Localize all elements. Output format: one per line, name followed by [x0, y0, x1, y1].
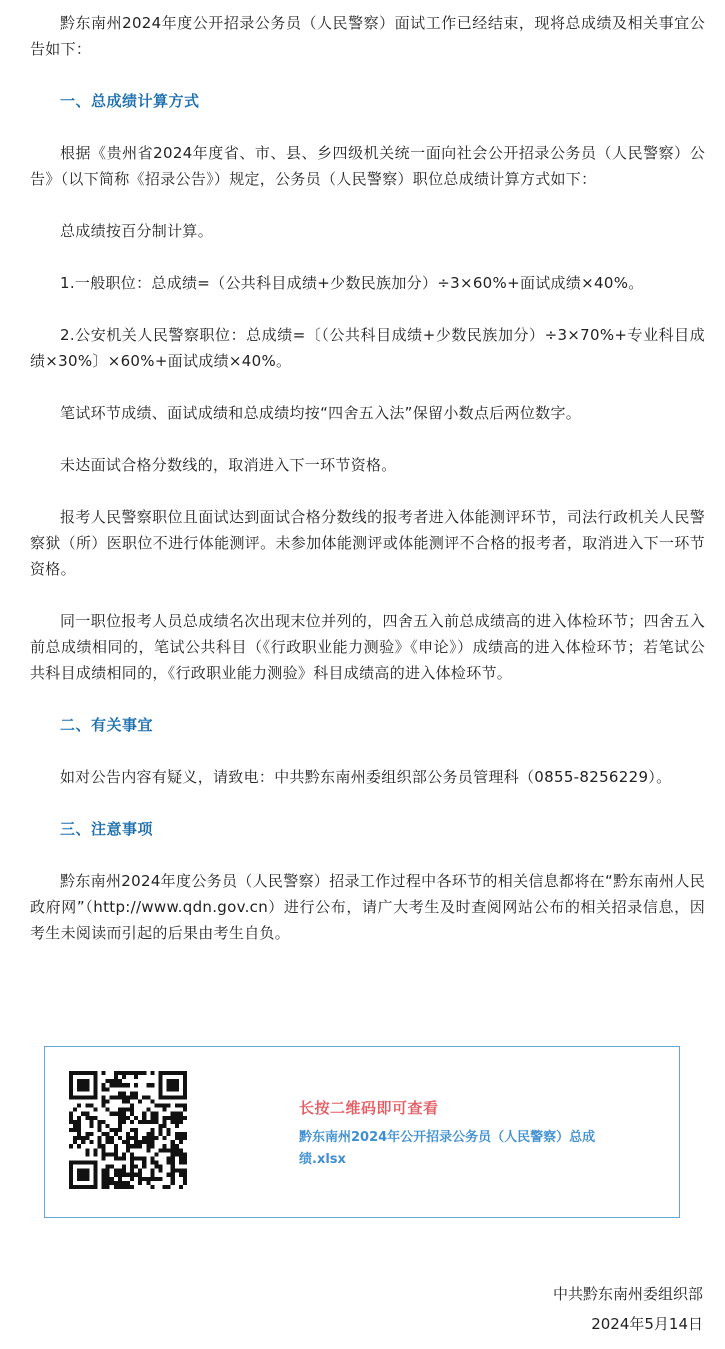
qr-hint-text: 长按二维码即可查看	[299, 1099, 439, 1117]
section-1-paragraph: 同一职位报考人员总成绩名次出现末位并列的，四舍五入前总成绩高的进入体检环节；四舍五入前总成绩相同的，笔试公共科目（《行政职业能力测验》《申论》）成绩高的进入体检环节；若笔试公共科目成绩相同的，《行政职业能力测验》科目成绩高的进入体检环节。	[30, 612, 705, 682]
article-body	[30, 10, 705, 946]
section-3-paragraph: 黔东南州2024年度公务员（人民警察）招录工作过程中各环节的相关信息都将在“黔东南州人民政府网”（http://www.qdn.gov.cn）进行公布，请广大考生及时查阅网站公布的相关招录信息，因考生未阅读而引起的后果由考生自负。	[30, 872, 705, 942]
intro-paragraph: 黔东南州2024年度公开招录公务员（人民警察）面试工作已经结束，现将总成绩及相关事宜公告如下：	[30, 14, 705, 58]
section-1-paragraph: 总成绩按百分制计算。	[60, 222, 214, 240]
section-1-paragraph: 1.一般职位：总成绩=（公共科目成绩+少数民族加分）÷3×60%+面试成绩×40%。	[60, 274, 644, 292]
section-1-paragraph: 根据《贵州省2024年度省、市、县、乡四级机关统一面向社会公开招录公务员（人民警察）公告》（以下简称《招录公告》）规定，公务员（人民警察）职位总成绩计算方式如下：	[30, 144, 705, 188]
section-3-heading: 三、注意事项	[60, 820, 154, 838]
qr-code-icon[interactable]	[69, 1071, 187, 1189]
section-1-paragraph: 2.公安机关人民警察职位：总成绩=〔（公共科目成绩+少数民族加分）÷3×70%+专业科目成绩×30%〕×60%+面试成绩×40%。	[30, 326, 705, 370]
signature-org: 中共黔东南州委组织部	[552, 1285, 703, 1303]
attachment-card[interactable]	[44, 1046, 680, 1218]
signature-date: 2024年5月14日	[591, 1315, 703, 1333]
section-1-paragraph: 笔试环节成绩、面试成绩和总成绩均按“四舍五入法”保留小数点后两位数字。	[60, 404, 582, 422]
section-2-paragraph: 如对公告内容有疑义，请致电：中共黔东南州委组织部公务员管理科（0855-8256229）。	[60, 768, 672, 786]
attachment-file-link[interactable]: 黔东南州2024年公开招录公务员（人民警察）总成绩.xlsx	[299, 1130, 596, 1167]
section-2-heading: 二、有关事宜	[60, 716, 154, 734]
section-1-paragraph: 未达面试合格分数线的，取消进入下一环节资格。	[60, 456, 397, 474]
section-1-heading: 一、总成绩计算方式	[60, 92, 200, 110]
section-1-paragraph: 报考人民警察职位且面试达到面试合格分数线的报考者进入体能测评环节，司法行政机关人民警察狱（所）医职位不进行体能测评。未参加体能测评或体能测评不合格的报考者，取消进入下一环节资格。	[30, 508, 705, 578]
